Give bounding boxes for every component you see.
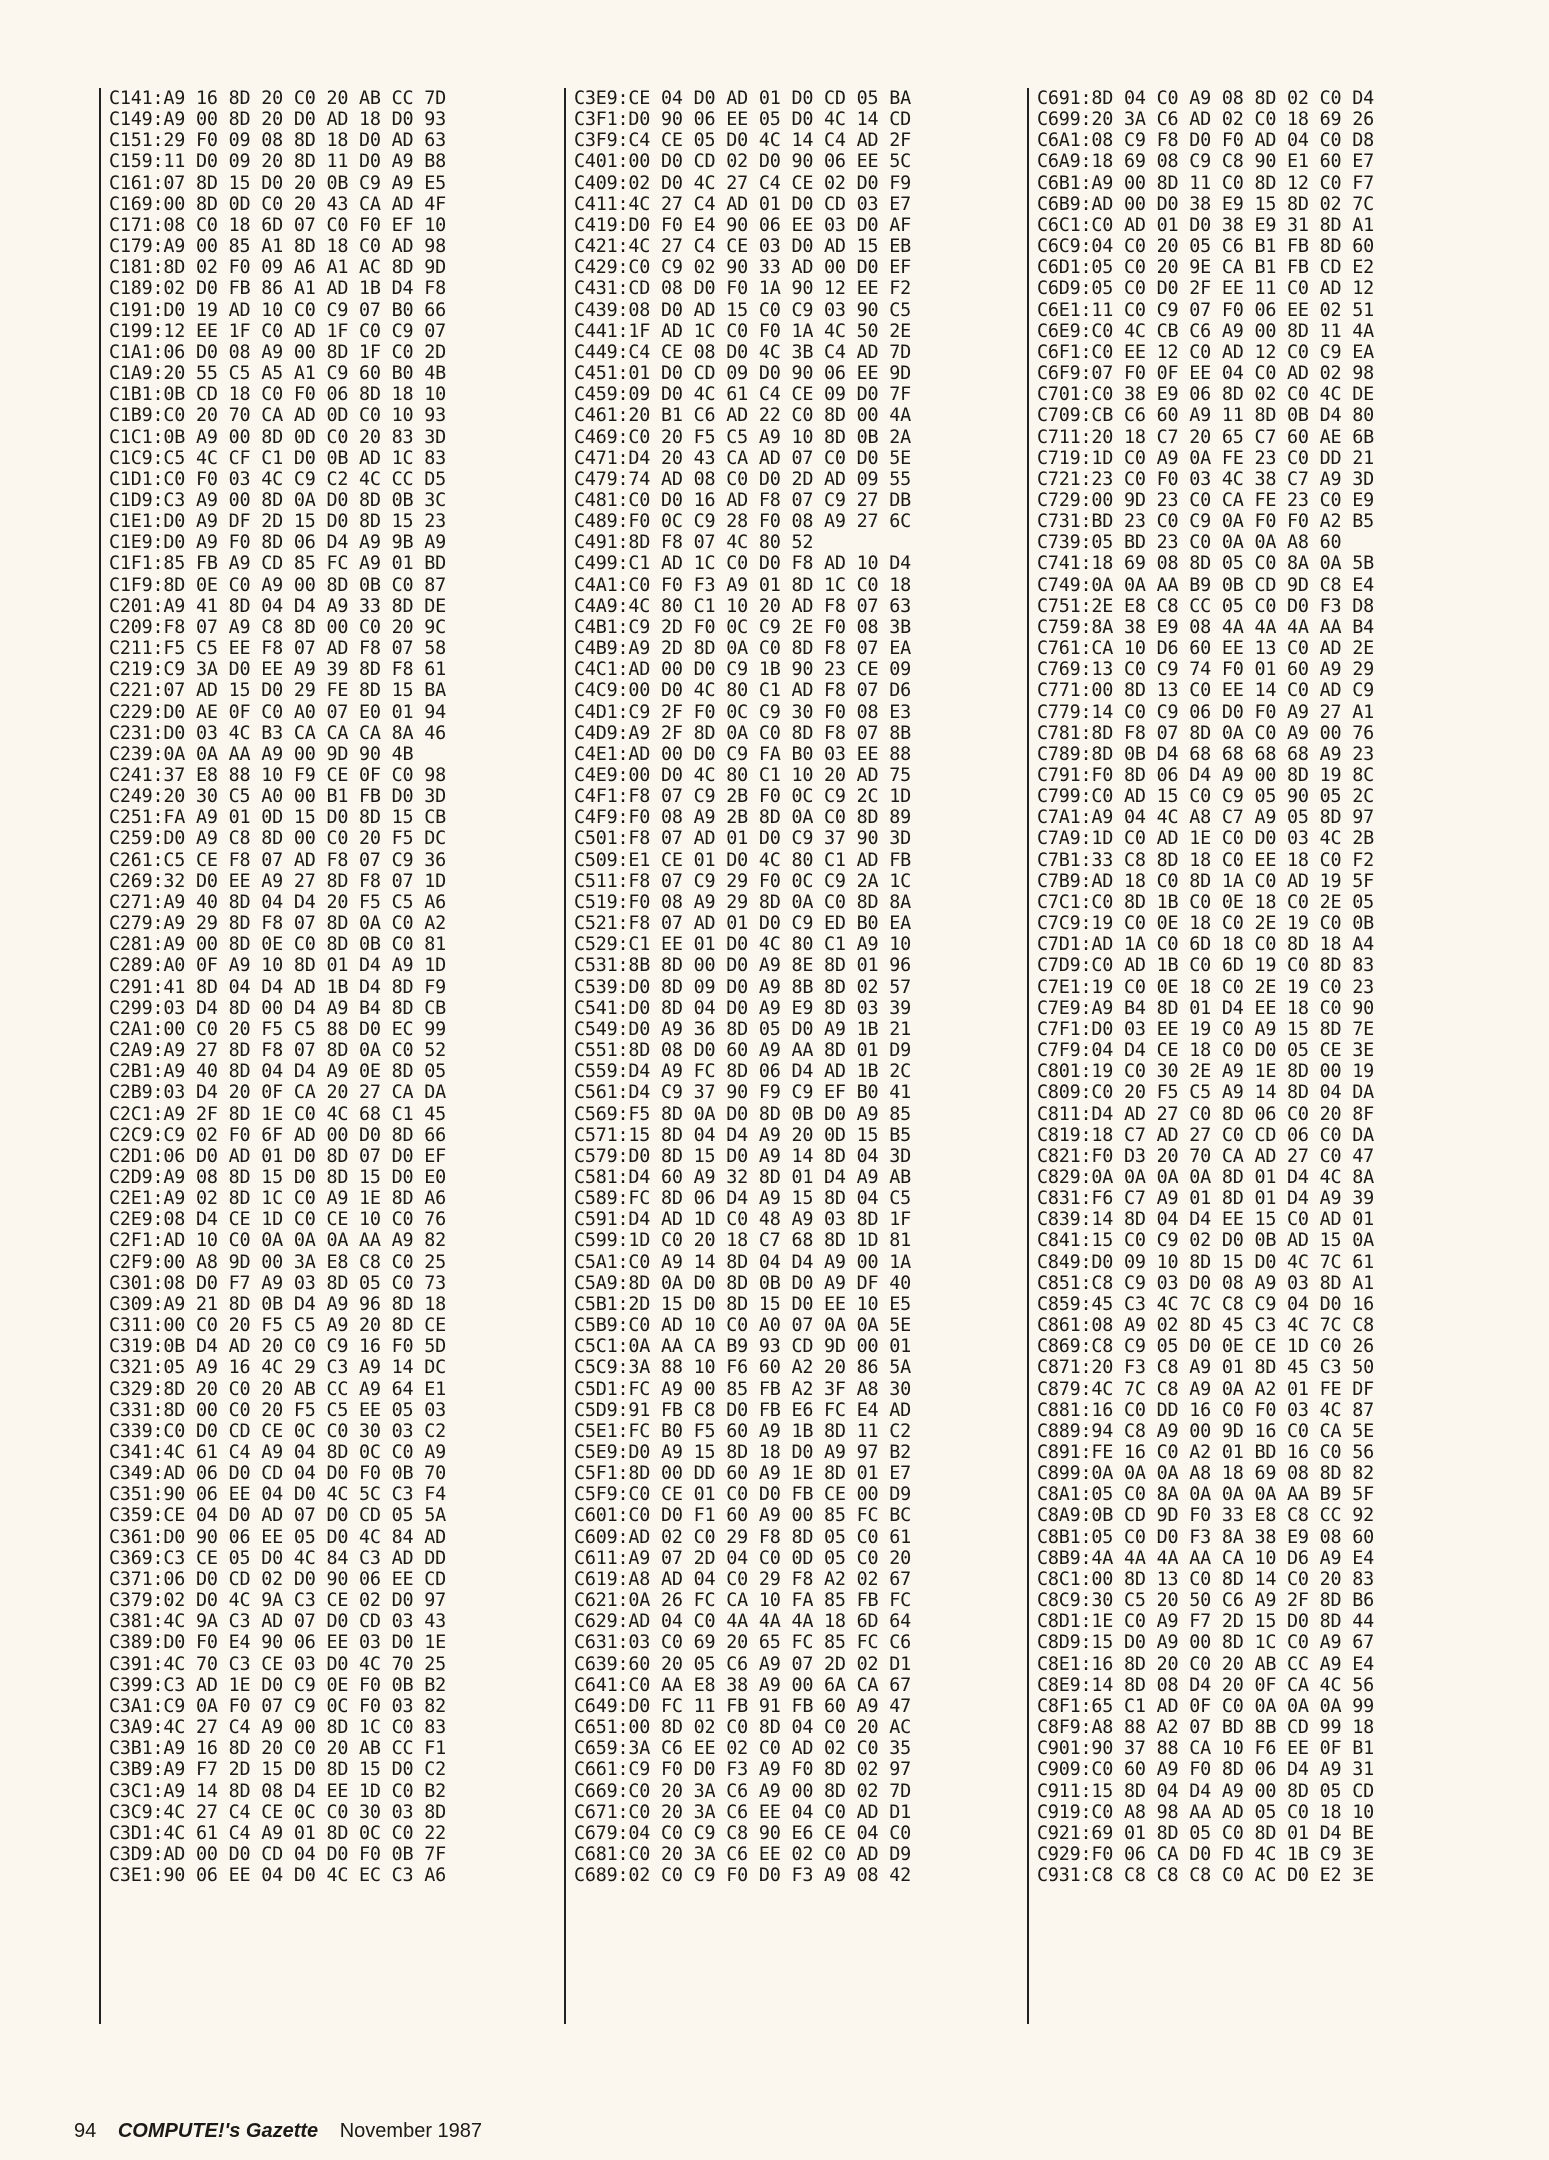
listing-line: C1D1:C0 F0 03 4C C9 C2 4C CC D5 [109, 468, 447, 490]
listing-line: C811:D4 AD 27 C0 8D 06 C0 20 8F [1037, 1103, 1375, 1125]
listing-line: C6C9:04 C0 20 05 C6 B1 FB 8D 60 [1037, 236, 1375, 258]
listing-line: C2F9:00 A8 9D 00 3A E8 C8 C0 25 [109, 1251, 447, 1273]
listing-line: C559:D4 A9 FC 8D 06 D4 AD 1B 2C [574, 1061, 912, 1083]
listing-line: C321:05 A9 16 4C 29 C3 A9 14 DC [109, 1357, 447, 1379]
listing-line: C229:D0 AE 0F C0 A0 07 E0 01 94 [109, 701, 447, 723]
listing-line: C3B9:A9 F7 2D 15 D0 8D 15 D0 C2 [109, 1759, 447, 1781]
listing-line: C7D9:C0 AD 1B C0 6D 19 C0 8D 83 [1037, 955, 1375, 977]
listing-line: C681:C0 20 3A C6 EE 02 C0 AD D9 [574, 1843, 912, 1865]
listing-line: C5D9:91 FB C8 D0 FB E6 FC E4 AD [574, 1399, 912, 1421]
listing-line: C2E9:08 D4 CE 1D C0 CE 10 C0 76 [109, 1209, 447, 1231]
listing-line: C269:32 D0 EE A9 27 8D F8 07 1D [109, 870, 447, 892]
listing-line: C3E1:90 06 EE 04 D0 4C EC C3 A6 [109, 1865, 447, 1887]
listing-line: C701:C0 38 E9 06 8D 02 C0 4C DE [1037, 384, 1375, 406]
listing-line: C419:D0 F0 E4 90 06 EE 03 D0 AF [574, 214, 912, 236]
listing-line: C921:69 01 8D 05 C0 8D 01 D4 BE [1037, 1822, 1375, 1844]
listing-line: C861:08 A9 02 8D 45 C3 4C 7C C8 [1037, 1315, 1375, 1337]
listing-line: C909:C0 60 A9 F0 8D 06 D4 A9 31 [1037, 1759, 1375, 1781]
listing-line: C619:A8 AD 04 C0 29 F8 A2 02 67 [574, 1568, 912, 1590]
listing-line: C4D1:C9 2F F0 0C C9 30 F0 08 E3 [574, 701, 912, 723]
listing-line: C231:D0 03 4C B3 CA CA CA 8A 46 [109, 722, 447, 744]
listing-line: C271:A9 40 8D 04 D4 20 F5 C5 A6 [109, 891, 447, 913]
listing-line: C549:D0 A9 36 8D 05 D0 A9 1B 21 [574, 1018, 912, 1040]
listing-line: C469:C0 20 F5 C5 A9 10 8D 0B 2A [574, 426, 912, 448]
listing-line: C4F9:F0 08 A9 2B 8D 0A C0 8D 89 [574, 807, 912, 829]
listing-line: C539:D0 8D 09 D0 A9 8B 8D 02 57 [574, 976, 912, 998]
listing-line: C1A1:06 D0 08 A9 00 8D 1F C0 2D [109, 341, 447, 363]
listing-line: C7C9:19 C0 0E 18 C0 2E 19 C0 0B [1037, 913, 1375, 935]
listing-line: C5B9:C0 AD 10 C0 A0 07 0A 0A 5E [574, 1315, 912, 1337]
listing-line: C5E9:D0 A9 15 8D 18 D0 A9 97 B2 [574, 1442, 912, 1463]
listing-line: C411:4C 27 C4 AD 01 D0 CD 03 E7 [574, 193, 912, 215]
listing-line: C779:14 C0 C9 06 D0 F0 A9 27 A1 [1037, 701, 1375, 723]
listing-line: C3F9:C4 CE 05 D0 4C 14 C4 AD 2F [574, 130, 912, 152]
listing-line: C899:0A 0A 0A A8 18 69 08 8D 82 [1037, 1463, 1375, 1485]
listing-line: C531:8B 8D 00 D0 A9 8E 8D 01 96 [574, 955, 912, 977]
listing-line: C671:C0 20 3A C6 EE 04 C0 AD D1 [574, 1801, 912, 1823]
listing-line: C721:23 C0 F0 03 4C 38 C7 A9 3D [1037, 468, 1375, 490]
listing-line: C481:C0 D0 16 AD F8 07 C9 27 DB [574, 489, 912, 511]
listing-line: C521:F8 07 AD 01 D0 C9 ED B0 EA [574, 913, 912, 935]
listing-line: C3F1:D0 90 06 EE 05 D0 4C 14 CD [574, 109, 912, 131]
listing-line: C879:4C 7C C8 A9 0A A2 01 FE DF [1037, 1378, 1375, 1400]
listing-line: C6B1:A9 00 8D 11 C0 8D 12 C0 F7 [1037, 172, 1375, 194]
listing-line: C439:08 D0 AD 15 C0 C9 03 90 C5 [574, 299, 912, 321]
listing-line: C4A1:C0 F0 F3 A9 01 8D 1C C0 18 [574, 574, 912, 596]
listing-line: C8A1:05 C0 8A 0A 0A 0A AA B9 5F [1037, 1484, 1375, 1506]
listing-line: C1B1:0B CD 18 C0 F0 06 8D 18 10 [109, 384, 447, 406]
listing-line: C571:15 8D 04 D4 A9 20 0D 15 B5 [574, 1124, 912, 1146]
listing-line: C409:02 D0 4C 27 C4 CE 02 D0 F9 [574, 172, 912, 194]
listing-line: C471:D4 20 43 CA AD 07 C0 D0 5E [574, 447, 912, 469]
listing-line: C459:09 D0 4C 61 C4 CE 09 D0 7F [574, 384, 912, 406]
listing-line: C259:D0 A9 C8 8D 00 C0 20 F5 DC [109, 828, 447, 850]
listing-line: C6E1:11 C0 C9 07 F0 06 EE 02 51 [1037, 299, 1375, 321]
listing-line: C479:74 AD 08 C0 D0 2D AD 09 55 [574, 468, 912, 490]
listing-line: C209:F8 07 A9 C8 8D 00 C0 20 9C [109, 616, 447, 638]
listing-line: C849:D0 09 10 8D 15 D0 4C 7C 61 [1037, 1251, 1375, 1273]
listing-line: C691:8D 04 C0 A9 08 8D 02 C0 D4 [1037, 88, 1375, 109]
listing-line: C7C1:C0 8D 1B C0 0E 18 C0 2E 05 [1037, 891, 1375, 913]
listing-line: C279:A9 29 8D F8 07 8D 0A C0 A2 [109, 913, 447, 935]
listing-line: C781:8D F8 07 8D 0A C0 A9 00 76 [1037, 722, 1375, 744]
listing-line: C2A1:00 C0 20 F5 C5 88 D0 EC 99 [109, 1018, 447, 1040]
listing-line: C2B9:03 D4 20 0F CA 20 27 CA DA [109, 1082, 447, 1104]
listing-line: C329:8D 20 C0 20 AB CC A9 64 E1 [109, 1378, 447, 1400]
listing-line: C591:D4 AD 1D C0 48 A9 03 8D 1F [574, 1209, 912, 1231]
listing-line: C791:F0 8D 06 D4 A9 00 8D 19 8C [1037, 765, 1375, 786]
listing-line: C1C9:C5 4C CF C1 D0 0B AD 1C 83 [109, 447, 447, 469]
listing-line: C3A1:C9 0A F0 07 C9 0C F0 03 82 [109, 1695, 447, 1717]
listing-line: C641:C0 AA E8 38 A9 00 6A CA 67 [574, 1674, 912, 1696]
listing-line: C679:04 C0 C9 C8 90 E6 CE 04 C0 [574, 1822, 912, 1844]
listing-line: C1F9:8D 0E C0 A9 00 8D 0B C0 87 [109, 574, 447, 596]
listing-line: C151:29 F0 09 08 8D 18 D0 AD 63 [109, 130, 447, 152]
listing-line: C8B9:4A 4A 4A AA CA 10 D6 A9 E4 [1037, 1547, 1375, 1569]
listing-line: C161:07 8D 15 D0 20 0B C9 A9 E5 [109, 172, 447, 194]
listing-line: C8E9:14 8D 08 D4 20 0F CA 4C 56 [1037, 1674, 1375, 1696]
listing-line: C601:C0 D0 F1 60 A9 00 85 FC BC [574, 1505, 912, 1527]
listing-line: C639:60 20 05 C6 A9 07 2D 02 D1 [574, 1653, 912, 1675]
listing-line: C211:F5 C5 EE F8 07 AD F8 07 58 [109, 638, 447, 660]
listing-line: C809:C0 20 F5 C5 A9 14 8D 04 DA [1037, 1082, 1375, 1104]
listing-line: C769:13 C0 C9 74 F0 01 60 A9 29 [1037, 659, 1375, 681]
listing-line: C599:1D C0 20 18 C7 68 8D 1D 81 [574, 1230, 912, 1252]
listing-line: C399:C3 AD 1E D0 C9 0E F0 0B B2 [109, 1674, 447, 1696]
listing-line: C319:0B D4 AD 20 C0 C9 16 F0 5D [109, 1336, 447, 1358]
listing-line: C611:A9 07 2D 04 C0 0D 05 C0 20 [574, 1547, 912, 1569]
listing-line: C149:A9 00 8D 20 D0 AD 18 D0 93 [109, 109, 447, 131]
listing-line: C2C1:A9 2F 8D 1E C0 4C 68 C1 45 [109, 1103, 447, 1125]
listing-line: C871:20 F3 C8 A9 01 8D 45 C3 50 [1037, 1357, 1375, 1379]
listing-line: C351:90 06 EE 04 D0 4C 5C C3 F4 [109, 1484, 447, 1506]
listing-line: C629:AD 04 C0 4A 4A 4A 18 6D 64 [574, 1611, 912, 1633]
listing-line: C189:02 D0 FB 86 A1 AD 1B D4 F8 [109, 278, 447, 300]
listing-line: C799:C0 AD 15 C0 C9 05 90 05 2C [1037, 786, 1375, 808]
listing-line: C709:CB C6 60 A9 11 8D 0B D4 80 [1037, 405, 1375, 427]
listing-line: C261:C5 CE F8 07 AD F8 07 C9 36 [109, 849, 447, 871]
listing-line: C7B1:33 C8 8D 18 C0 EE 18 C0 F2 [1037, 849, 1375, 871]
listing-line: C3C1:A9 14 8D 08 D4 EE 1D C0 B2 [109, 1780, 447, 1802]
listing-line: C859:45 C3 4C 7C C8 C9 04 D0 16 [1037, 1293, 1375, 1315]
listing-line: C171:08 C0 18 6D 07 C0 F0 EF 10 [109, 214, 447, 236]
listing-line: C841:15 C0 C9 02 D0 0B AD 15 0A [1037, 1230, 1375, 1252]
listing-line: C5F1:8D 00 DD 60 A9 1E 8D 01 E7 [574, 1463, 912, 1485]
listing-line: C2B1:A9 40 8D 04 D4 A9 0E 8D 05 [109, 1061, 447, 1083]
listing-line: C219:C9 3A D0 EE A9 39 8D F8 61 [109, 659, 447, 681]
listing-line: C339:C0 D0 CD CE 0C C0 30 03 C2 [109, 1420, 447, 1442]
listing-line: C429:C0 C9 02 90 33 AD 00 D0 EF [574, 257, 912, 279]
listing-line: C651:00 8D 02 C0 8D 04 C0 20 AC [574, 1717, 912, 1739]
listing-line: C371:06 D0 CD 02 D0 90 06 EE CD [109, 1568, 447, 1590]
listing-line: C1E9:D0 A9 F0 8D 06 D4 A9 9B A9 [109, 532, 447, 554]
listing-line: C669:C0 20 3A C6 A9 00 8D 02 7D [574, 1780, 912, 1802]
listing-column-1 [99, 88, 565, 2024]
listing-line: C929:F0 06 CA D0 FD 4C 1B C9 3E [1037, 1843, 1375, 1865]
listing-line: C889:94 C8 A9 00 9D 16 C0 CA 5E [1037, 1420, 1375, 1442]
listing-line: C919:C0 A8 98 AA AD 05 C0 18 10 [1037, 1801, 1375, 1823]
listing-line: C3C9:4C 27 C4 CE 0C C0 30 03 8D [109, 1801, 447, 1823]
listing-line: C741:18 69 08 8D 05 C0 8A 0A 5B [1037, 553, 1375, 575]
listing-line: C4E1:AD 00 D0 C9 FA B0 03 EE 88 [574, 743, 912, 765]
listing-line: C7A9:1D C0 AD 1E C0 D0 03 4C 2B [1037, 828, 1375, 850]
listing-line: C829:0A 0A 0A 0A 8D 01 D4 4C 8A [1037, 1166, 1375, 1188]
listing-line: C761:CA 10 D6 60 EE 13 C0 AD 2E [1037, 638, 1375, 660]
listing-line: C561:D4 C9 37 90 F9 C9 EF B0 41 [574, 1082, 912, 1104]
listing-line: C901:90 37 88 CA 10 F6 EE 0F B1 [1037, 1738, 1375, 1760]
listing-line: C931:C8 C8 C8 C8 C0 AC D0 E2 3E [1037, 1865, 1375, 1887]
listing-line: C4E9:00 D0 4C 80 C1 10 20 AD 75 [574, 765, 912, 786]
listing-line: C819:18 C7 AD 27 C0 CD 06 C0 DA [1037, 1124, 1375, 1146]
listing-line: C759:8A 38 E9 08 4A 4A 4A AA B4 [1037, 616, 1375, 638]
listing-line: C3D9:AD 00 D0 CD 04 D0 F0 0B 7F [109, 1843, 447, 1865]
listing-line: C911:15 8D 04 D4 A9 00 8D 05 CD [1037, 1780, 1375, 1802]
listing-line: C2E1:A9 02 8D 1C C0 A9 1E 8D A6 [109, 1188, 447, 1210]
listing-line: C341:4C 61 C4 A9 04 8D 0C C0 A9 [109, 1442, 447, 1463]
listing-line: C6E9:C0 4C CB C6 A9 00 8D 11 4A [1037, 320, 1375, 342]
listing-line: C5C9:3A 88 10 F6 60 A2 20 86 5A [574, 1357, 912, 1379]
listing-line: C1A9:20 55 C5 A5 A1 C9 60 B0 4B [109, 363, 447, 385]
listing-line: C1C1:0B A9 00 8D 0D C0 20 83 3D [109, 426, 447, 448]
listing-line: C8A9:0B CD 9D F0 33 E8 C8 CC 92 [1037, 1505, 1375, 1527]
listing-line: C201:A9 41 8D 04 D4 A9 33 8D DE [109, 595, 447, 617]
listing-line: C7F9:04 D4 CE 18 C0 D0 05 CE 3E [1037, 1040, 1375, 1062]
listing-line: C1E1:D0 A9 DF 2D 15 D0 8D 15 23 [109, 511, 447, 533]
listing-line: C699:20 3A C6 AD 02 C0 18 69 26 [1037, 109, 1375, 131]
listing-line: C249:20 30 C5 A0 00 B1 FB D0 3D [109, 786, 447, 808]
listing-line: C7E9:A9 B4 8D 01 D4 EE 18 C0 90 [1037, 997, 1375, 1019]
listing-line: C461:20 B1 C6 AD 22 C0 8D 00 4A [574, 405, 912, 427]
listing-line: C8F9:A8 88 A2 07 BD 8B CD 99 18 [1037, 1717, 1375, 1739]
listing-line: C519:F0 08 A9 29 8D 0A C0 8D 8A [574, 891, 912, 913]
listing-line: C421:4C 27 C4 CE 03 D0 AD 15 EB [574, 236, 912, 258]
listing-line: C179:A9 00 85 A1 8D 18 C0 AD 98 [109, 236, 447, 258]
listing-line: C789:8D 0B D4 68 68 68 68 A9 23 [1037, 743, 1375, 765]
listing-line: C821:F0 D3 20 70 CA AD 27 C0 47 [1037, 1145, 1375, 1167]
listing-line: C169:00 8D 0D C0 20 43 CA AD 4F [109, 193, 447, 215]
listing-line: C2D1:06 D0 AD 01 D0 8D 07 D0 EF [109, 1145, 447, 1167]
listing-line: C7B9:AD 18 C0 8D 1A C0 AD 19 5F [1037, 870, 1375, 892]
listing-line: C221:07 AD 15 D0 29 FE 8D 15 BA [109, 680, 447, 702]
listing-line: C661:C9 F0 D0 F3 A9 F0 8D 02 97 [574, 1759, 912, 1781]
listing-line: C4F1:F8 07 C9 2B F0 0C C9 2C 1D [574, 786, 912, 808]
listing-line: C711:20 18 C7 20 65 C7 60 AE 6B [1037, 426, 1375, 448]
listing-line: C5A1:C0 A9 14 8D 04 D4 A9 00 1A [574, 1251, 912, 1273]
listing-line: C389:D0 F0 E4 90 06 EE 03 D0 1E [109, 1632, 447, 1654]
listing-line: C509:E1 CE 01 D0 4C 80 C1 AD FB [574, 849, 912, 871]
listing-line: C731:BD 23 C0 C9 0A F0 F0 A2 B5 [1037, 511, 1375, 533]
listing-line: C8C9:30 C5 20 50 C6 A9 2F 8D B6 [1037, 1590, 1375, 1612]
listing-line: C719:1D C0 A9 0A FE 23 C0 DD 21 [1037, 447, 1375, 469]
listing-line: C379:02 D0 4C 9A C3 CE 02 D0 97 [109, 1590, 447, 1612]
listing-line: C449:C4 CE 08 D0 4C 3B C4 AD 7D [574, 341, 912, 363]
listing-line: C2D9:A9 08 8D 15 D0 8D 15 D0 E0 [109, 1166, 447, 1188]
listing-line: C6D1:05 C0 20 9E CA B1 FB CD E2 [1037, 257, 1375, 279]
listing-line: C831:F6 C7 A9 01 8D 01 D4 A9 39 [1037, 1188, 1375, 1210]
issue-date: November 1987 [339, 2120, 483, 2142]
listing-line: C291:41 8D 04 D4 AD 1B D4 8D F9 [109, 976, 447, 998]
listing-line: C401:00 D0 CD 02 D0 90 06 EE 5C [574, 151, 912, 173]
listing-line: C141:A9 16 8D 20 C0 20 AB CC 7D [109, 88, 447, 109]
listing-line: C511:F8 07 C9 29 F0 0C C9 2A 1C [574, 870, 912, 892]
listing-line: C1D9:C3 A9 00 8D 0A D0 8D 0B 3C [109, 489, 447, 511]
listing-line: C869:C8 C9 05 D0 0E CE 1D C0 26 [1037, 1336, 1375, 1358]
listing-line: C881:16 C0 DD 16 C0 F0 03 4C 87 [1037, 1399, 1375, 1421]
listing-line: C4A9:4C 80 C1 10 20 AD F8 07 63 [574, 595, 912, 617]
listing-line: C851:C8 C9 03 D0 08 A9 03 8D A1 [1037, 1272, 1375, 1294]
listing-line: C2A9:A9 27 8D F8 07 8D 0A C0 52 [109, 1040, 447, 1062]
listing-line: C239:0A 0A AA A9 00 9D 90 4B [109, 743, 414, 765]
listing-line: C589:FC 8D 06 D4 A9 15 8D 04 C5 [574, 1188, 912, 1210]
listing-line: C199:12 EE 1F C0 AD 1F C0 C9 07 [109, 320, 447, 342]
listing-line: C7F1:D0 03 EE 19 C0 A9 15 8D 7E [1037, 1018, 1375, 1040]
listing-column-2 [564, 88, 1030, 2024]
listing-line: C551:8D 08 D0 60 A9 AA 8D 01 D9 [574, 1040, 912, 1062]
listing-line: C241:37 E8 88 10 F9 CE 0F C0 98 [109, 765, 447, 786]
listing-line: C1F1:85 FB A9 CD 85 FC A9 01 BD [109, 553, 447, 575]
listing-line: C579:D0 8D 15 D0 A9 14 8D 04 3D [574, 1145, 912, 1167]
listing-line: C309:A9 21 8D 0B D4 A9 96 8D 18 [109, 1293, 447, 1315]
listing-line: C4C1:AD 00 D0 C9 1B 90 23 CE 09 [574, 659, 912, 681]
listing-line: C7D1:AD 1A C0 6D 18 C0 8D 18 A4 [1037, 934, 1375, 956]
listing-line: C8D1:1E C0 A9 F7 2D 15 D0 8D 44 [1037, 1611, 1375, 1633]
listing-line: C1B9:C0 20 70 CA AD 0D C0 10 93 [109, 405, 447, 427]
listing-line: C3E9:CE 04 D0 AD 01 D0 CD 05 BA [574, 88, 912, 109]
listing-line: C491:8D F8 07 4C 80 52 [574, 532, 814, 554]
page-number: 94 [74, 2120, 97, 2142]
listing-line: C631:03 C0 69 20 65 FC 85 FC C6 [574, 1632, 912, 1654]
listing-line: C5B1:2D 15 D0 8D 15 D0 EE 10 E5 [574, 1293, 912, 1315]
listing-line: C5D1:FC A9 00 85 FB A2 3F A8 30 [574, 1378, 912, 1400]
listing-line: C839:14 8D 04 D4 EE 15 C0 AD 01 [1037, 1209, 1375, 1231]
listing-line: C289:A0 0F A9 10 8D 01 D4 A9 1D [109, 955, 447, 977]
listing-line: C801:19 C0 30 2E A9 1E 8D 00 19 [1037, 1061, 1375, 1083]
listing-line: C381:4C 9A C3 AD 07 D0 CD 03 43 [109, 1611, 447, 1633]
listing-line: C4B1:C9 2D F0 0C C9 2E F0 08 3B [574, 616, 912, 638]
listing-line: C191:D0 19 AD 10 C0 C9 07 B0 66 [109, 299, 447, 321]
listing-line: C8F1:65 C1 AD 0F C0 0A 0A 0A 99 [1037, 1695, 1375, 1717]
listing-line: C5E1:FC B0 F5 60 A9 1B 8D 11 C2 [574, 1420, 912, 1442]
listing-line: C3A9:4C 27 C4 A9 00 8D 1C C0 83 [109, 1717, 447, 1739]
listing-line: C6C1:C0 AD 01 D0 38 E9 31 8D A1 [1037, 214, 1375, 236]
listing-line: C659:3A C6 EE 02 C0 AD 02 C0 35 [574, 1738, 912, 1760]
listing-line: C6B9:AD 00 D0 38 E9 15 8D 02 7C [1037, 193, 1375, 215]
listing-line: C361:D0 90 06 EE 05 D0 4C 84 AD [109, 1526, 447, 1548]
listing-line: C2C9:C9 02 F0 6F AD 00 D0 8D 66 [109, 1124, 447, 1146]
listing-line: C749:0A 0A AA B9 0B CD 9D C8 E4 [1037, 574, 1375, 596]
listing-line: C6F9:07 F0 0F EE 04 C0 AD 02 98 [1037, 363, 1375, 385]
listing-line: C501:F8 07 AD 01 D0 C9 37 90 3D [574, 828, 912, 850]
listing-line: C301:08 D0 F7 A9 03 8D 05 C0 73 [109, 1272, 447, 1294]
listing-line: C6A9:18 69 08 C9 C8 90 E1 60 E7 [1037, 151, 1375, 173]
page-footer [74, 2120, 482, 2143]
listing-line: C331:8D 00 C0 20 F5 C5 EE 05 03 [109, 1399, 447, 1421]
listing-line: C621:0A 26 FC CA 10 FA 85 FB FC [574, 1590, 912, 1612]
listing-line: C451:01 D0 CD 09 D0 90 06 EE 9D [574, 363, 912, 385]
listing-line: C431:CD 08 D0 F0 1A 90 12 EE F2 [574, 278, 912, 300]
listing-line: C8B1:05 C0 D0 F3 8A 38 E9 08 60 [1037, 1526, 1375, 1548]
listing-line: C349:AD 06 D0 CD 04 D0 F0 0B 70 [109, 1463, 447, 1485]
listing-line: C5F9:C0 CE 01 C0 D0 FB CE 00 D9 [574, 1484, 912, 1506]
listing-line: C5C1:0A AA CA B9 93 CD 9D 00 01 [574, 1336, 912, 1358]
listing-line: C891:FE 16 C0 A2 01 BD 16 C0 56 [1037, 1442, 1375, 1463]
listing-line: C7A1:A9 04 4C A8 C7 A9 05 8D 97 [1037, 807, 1375, 829]
listing-line: C299:03 D4 8D 00 D4 A9 B4 8D CB [109, 997, 447, 1019]
listing-line: C649:D0 FC 11 FB 91 FB 60 A9 47 [574, 1695, 912, 1717]
listing-line: C4D9:A9 2F 8D 0A C0 8D F8 07 8B [574, 722, 912, 744]
listing-line: C8C1:00 8D 13 C0 8D 14 C0 20 83 [1037, 1568, 1375, 1590]
listing-line: C441:1F AD 1C C0 F0 1A 4C 50 2E [574, 320, 912, 342]
listing-line: C2F1:AD 10 C0 0A 0A 0A AA A9 82 [109, 1230, 447, 1252]
listing-line: C529:C1 EE 01 D0 4C 80 C1 A9 10 [574, 934, 912, 956]
listing-line: C4C9:00 D0 4C 80 C1 AD F8 07 D6 [574, 680, 912, 702]
listing-line: C4B9:A9 2D 8D 0A C0 8D F8 07 EA [574, 638, 912, 660]
listing-line: C311:00 C0 20 F5 C5 A9 20 8D CE [109, 1315, 447, 1337]
listing-line: C7E1:19 C0 0E 18 C0 2E 19 C0 23 [1037, 976, 1375, 998]
listing-line: C8E1:16 8D 20 C0 20 AB CC A9 E4 [1037, 1653, 1375, 1675]
listing-line: C581:D4 60 A9 32 8D 01 D4 A9 AB [574, 1166, 912, 1188]
listing-line: C159:11 D0 09 20 8D 11 D0 A9 B8 [109, 151, 447, 173]
listing-line: C6F1:C0 EE 12 C0 AD 12 C0 C9 EA [1037, 341, 1375, 363]
listing-line: C739:05 BD 23 C0 0A 0A A8 60 [1037, 532, 1342, 554]
listing-line: C3D1:4C 61 C4 A9 01 8D 0C C0 22 [109, 1822, 447, 1844]
listing-line: C751:2E E8 C8 CC 05 C0 D0 F3 D8 [1037, 595, 1375, 617]
listing-column-3 [1027, 88, 1493, 2024]
listing-line: C359:CE 04 D0 AD 07 D0 CD 05 5A [109, 1505, 447, 1527]
listing-line: C391:4C 70 C3 CE 03 D0 4C 70 25 [109, 1653, 447, 1675]
listing-line: C609:AD 02 C0 29 F8 8D 05 C0 61 [574, 1526, 912, 1548]
magazine-title: COMPUTE!'s Gazette [117, 2120, 319, 2142]
listing-line: C6A1:08 C9 F8 D0 F0 AD 04 C0 D8 [1037, 130, 1375, 152]
listing-line: C569:F5 8D 0A D0 8D 0B D0 A9 85 [574, 1103, 912, 1125]
listing-line: C729:00 9D 23 C0 CA FE 23 C0 E9 [1037, 489, 1375, 511]
listing-line: C5A9:8D 0A D0 8D 0B D0 A9 DF 40 [574, 1272, 912, 1294]
listing-line: C369:C3 CE 05 D0 4C 84 C3 AD DD [109, 1547, 447, 1569]
listing-line: C6D9:05 C0 D0 2F EE 11 C0 AD 12 [1037, 278, 1375, 300]
listing-line: C771:00 8D 13 C0 EE 14 C0 AD C9 [1037, 680, 1375, 702]
listing-line: C3B1:A9 16 8D 20 C0 20 AB CC F1 [109, 1738, 447, 1760]
listing-line: C181:8D 02 F0 09 A6 A1 AC 8D 9D [109, 257, 447, 279]
listing-line: C541:D0 8D 04 D0 A9 E9 8D 03 39 [574, 997, 912, 1019]
listing-line: C499:C1 AD 1C C0 D0 F8 AD 10 D4 [574, 553, 912, 575]
listing-line: C489:F0 0C C9 28 F0 08 A9 27 6C [574, 511, 912, 533]
listing-line: C281:A9 00 8D 0E C0 8D 0B C0 81 [109, 934, 447, 956]
listing-line: C8D9:15 D0 A9 00 8D 1C C0 A9 67 [1037, 1632, 1375, 1654]
listing-line: C251:FA A9 01 0D 15 D0 8D 15 CB [109, 807, 447, 829]
listing-line: C689:02 C0 C9 F0 D0 F3 A9 08 42 [574, 1865, 912, 1887]
